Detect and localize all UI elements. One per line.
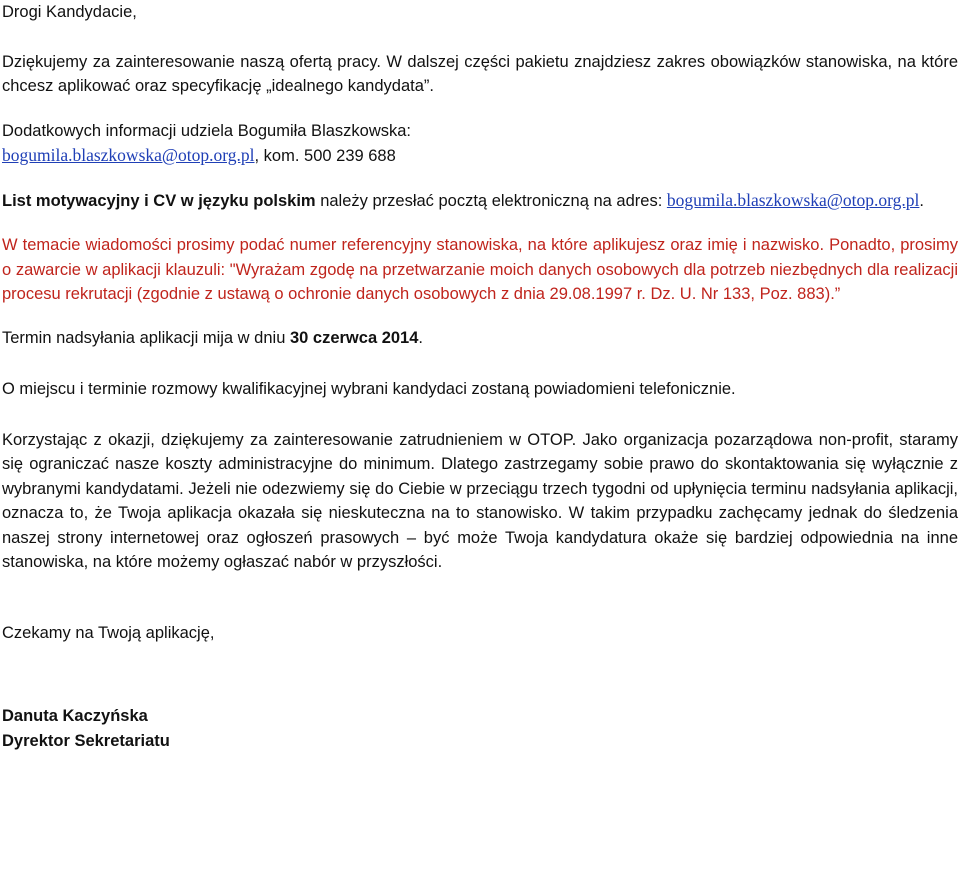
deadline-text: Termin nadsyłania aplikacji mija w dniu	[2, 328, 290, 347]
contact-phone: , kom. 500 239 688	[254, 147, 396, 165]
cv-paragraph	[2, 188, 958, 214]
letter-document	[2, 0, 958, 753]
deadline-date: 30 czerwca 2014	[289, 328, 419, 347]
closing-paragraph: Korzystając z okazji, dziękujemy za zainteresowanie zatrudnieniem w OTOP. Jako organizacja pozarządowa non-profit, staramy się ograniczać nasze koszty administracyjne do minimum. Dlatego zastrzegamy sobie prawo do skontaktowania się wyłącznie z wybranymi kandydatami. Jeżeli nie odezwiemy się do Ciebie w przeciągu trzech tygodni od upłynięcia terminu nadsyłania aplikacji, oznacza to, że Twoja aplikacja okazała się nieskuteczna na to stanowisko. W takim przypadku zachęcamy jednak do śledzenia naszej strony internetowej oraz ogłoszeń prasowych – być może Twoja kandydatura okaże się bardziej odpowiednia na inne stanowiska, na które możemy ogłaszać nabór w przyszłości.	[2, 430, 958, 571]
signature-role: Dyrektor Sekretariatu	[2, 731, 170, 750]
reference-note-paragraph: W temacie wiadomości prosimy podać numer referencyjny stanowiska, na które aplikujesz oraz imię i nazwisko. Ponadto, prosimy o zawarcie w aplikacji klauzuli: "Wyrażam zgodę na przetwarzanie moich danych osobowych dla potrzeb niezbędnych dla realizacji procesu rekrutacji (zgodnie z ustawą o ochronie danych osobowych z dnia 29.08.1997 r. Dz. U. Nr 133, Poz. 883).”	[2, 236, 958, 303]
cv-tail: .	[919, 191, 924, 210]
interview-paragraph: O miejscu i terminie rozmowy kwalifikacyjnej wybrani kandydaci zostaną powiadomieni telefonicznie.	[2, 380, 736, 398]
cv-bold-text: List motywacyjny i CV w języku polskim	[2, 191, 316, 210]
contact-paragraph	[2, 119, 958, 169]
intro-paragraph: Dziękujemy za zainteresowanie naszą ofertą pracy. W dalszej części pakietu znajdziesz zakres obowiązków stanowiska, na które chcesz aplikować oraz specyfikację „idealnego kandydata”.	[2, 52, 958, 95]
deadline-paragraph	[2, 326, 958, 351]
signature-name: Danuta Kaczyńska	[2, 707, 148, 725]
greeting: Drogi Kandydacie,	[2, 3, 137, 21]
signature-block	[2, 704, 958, 753]
contact-email-link[interactable]: bogumila.blaszkowska@otop.org.pl	[2, 145, 255, 165]
deadline-tail: .	[418, 328, 424, 347]
cv-email-link[interactable]: bogumila.blaszkowska@otop.org.pl	[666, 189, 920, 210]
cv-text: należy przesłać pocztą elektroniczną na adres:	[315, 191, 667, 210]
contact-text: Dodatkowych informacji udziela Bogumiła Blaszkowska:	[2, 121, 412, 140]
wait-paragraph: Czekamy na Twoją aplikację,	[2, 623, 215, 642]
